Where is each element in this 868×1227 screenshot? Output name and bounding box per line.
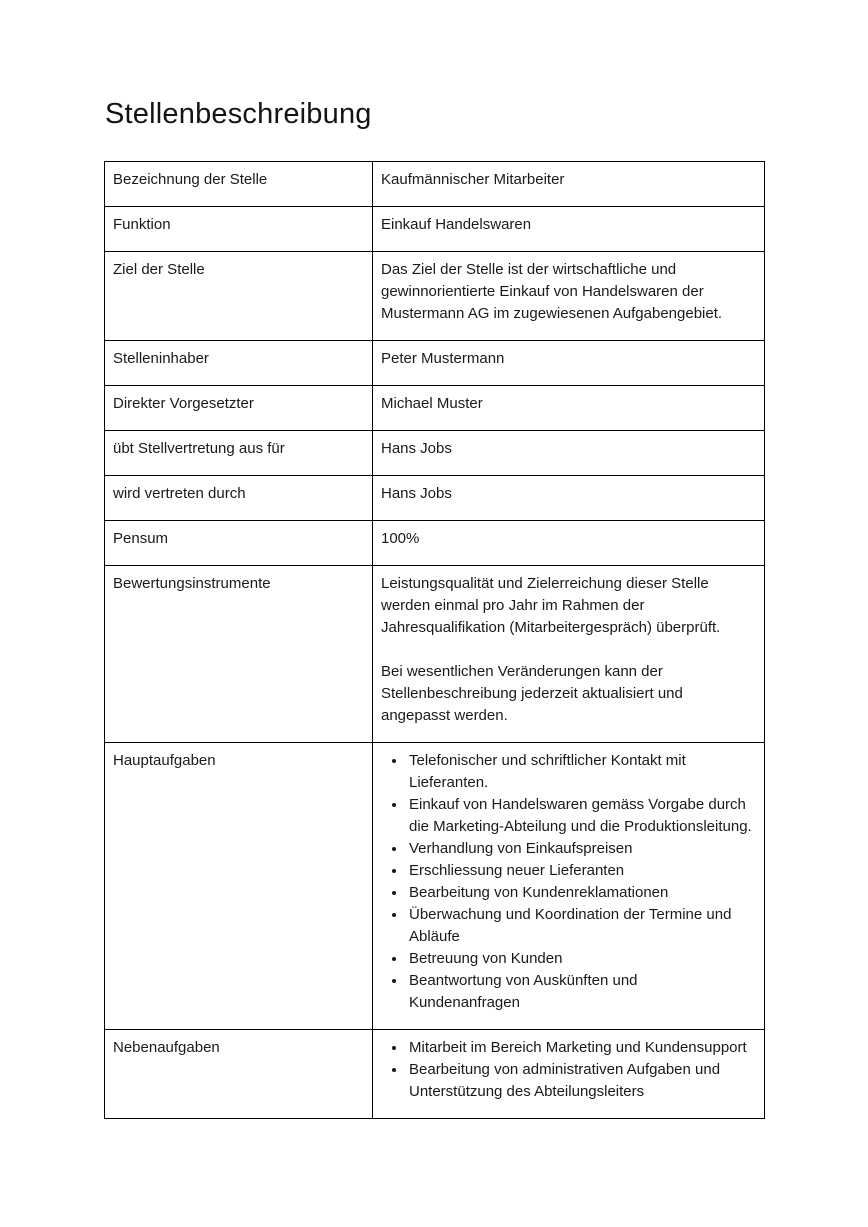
table-row	[105, 341, 765, 386]
value-paragraph: Michael Muster	[381, 395, 483, 412]
table-row	[105, 162, 765, 207]
row-value	[373, 252, 765, 341]
value-paragraph: Hans Jobs	[381, 440, 452, 457]
bullet-item: • Betreuung von Kunden	[407, 948, 752, 970]
value-paragraph: Kaufmännischer Mitarbeiter	[381, 171, 565, 188]
row-value	[373, 1030, 765, 1119]
bullet-item: • Einkauf von Handelswaren gemäss Vorgabe durch die Marketing-Abteilung und die Produktionsleitung.	[407, 794, 752, 838]
table-row	[105, 521, 765, 566]
value-bullet-list	[381, 1037, 752, 1103]
bullet-item: • Beantwortung von Auskünften und Kundenanfragen	[407, 970, 752, 1014]
table-row	[105, 431, 765, 476]
job-description-table-body	[105, 162, 765, 1119]
row-value	[373, 341, 765, 386]
bullet-item: • Bearbeitung von Kundenreklamationen	[407, 882, 752, 904]
row-label: Funktion	[105, 207, 373, 252]
row-label: Hauptaufgaben	[105, 743, 373, 1030]
row-label: Pensum	[105, 521, 373, 566]
row-label: wird vertreten durch	[105, 476, 373, 521]
job-description-table	[104, 161, 765, 1119]
table-row	[105, 386, 765, 431]
bullet-item: • Überwachung und Koordination der Termine und Abläufe	[407, 904, 752, 948]
row-value	[373, 476, 765, 521]
value-paragraph: Einkauf Handelswaren	[381, 216, 532, 233]
row-value	[373, 386, 765, 431]
bullet-item: • Verhandlung von Einkaufspreisen	[407, 838, 752, 860]
table-row	[105, 1030, 765, 1119]
value-paragraph: Peter Mustermann	[381, 350, 505, 367]
row-label: Direkter Vorgesetzter	[105, 386, 373, 431]
page-title: Stellenbeschreibung	[105, 98, 372, 130]
value-paragraph: Das Ziel der Stelle ist der wirtschaftliche und gewinnorientierte Einkauf von Handelswaren der Mustermann AG im zugewiesenen Aufgabengebiet.	[381, 261, 723, 322]
row-value	[373, 743, 765, 1030]
row-value	[373, 566, 765, 743]
value-paragraph: Bei wesentlichen Veränderungen kann der Stellenbeschreibung jederzeit aktualisiert und angepasst werden.	[381, 663, 683, 724]
value-paragraph: Hans Jobs	[381, 485, 452, 502]
row-label: Nebenaufgaben	[105, 1030, 373, 1119]
value-paragraph: 100%	[381, 530, 420, 547]
table-row	[105, 476, 765, 521]
row-label: Ziel der Stelle	[105, 252, 373, 341]
value-paragraph: Leistungsqualität und Zielerreichung dieser Stelle werden einmal pro Jahr im Rahmen der Jahresqualifikation (Mitarbeitergespräch) überprüft.	[381, 575, 721, 636]
bullet-item: • Mitarbeit im Bereich Marketing und Kundensupport	[407, 1037, 752, 1059]
row-value	[373, 207, 765, 252]
row-value	[373, 162, 765, 207]
table-row	[105, 743, 765, 1030]
table-row	[105, 566, 765, 743]
row-value	[373, 431, 765, 476]
row-label: übt Stellvertretung aus für	[105, 431, 373, 476]
bullet-item: • Telefonischer und schriftlicher Kontakt mit Lieferanten.	[407, 750, 752, 794]
table-row	[105, 252, 765, 341]
row-label: Bewertungsinstrumente	[105, 566, 373, 743]
row-value	[373, 521, 765, 566]
row-label: Bezeichnung der Stelle	[105, 162, 373, 207]
value-bullet-list	[381, 750, 752, 1014]
bullet-item: • Erschliessung neuer Lieferanten	[407, 860, 752, 882]
bullet-item: • Bearbeitung von administrativen Aufgaben und Unterstützung des Abteilungsleiters	[407, 1059, 752, 1103]
row-label: Stelleninhaber	[105, 341, 373, 386]
table-row	[105, 207, 765, 252]
